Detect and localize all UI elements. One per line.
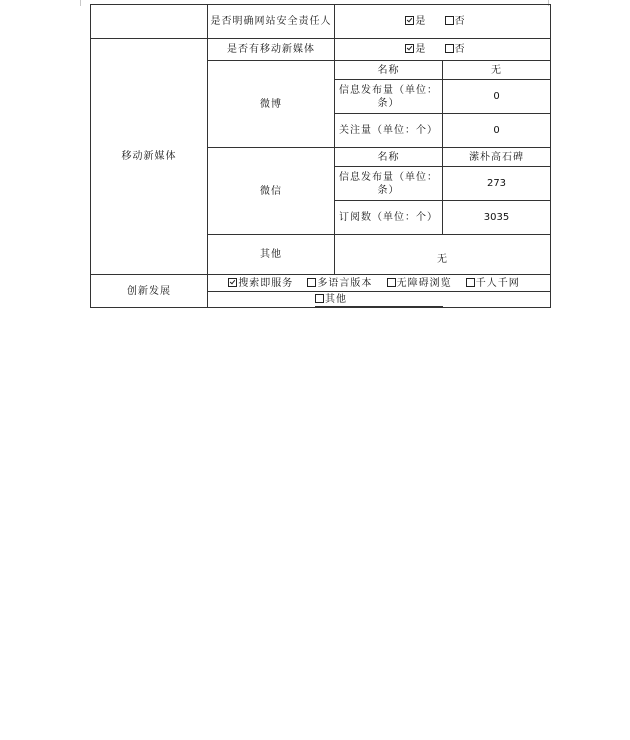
wechat-label: 微信	[208, 148, 335, 235]
wechat-subs-label: 订阅数（单位：个）	[335, 201, 443, 235]
has-media-label: 是否有移动新媒体	[208, 39, 335, 61]
innovation-row	[91, 275, 551, 292]
security-label: 是否明确网站安全责任人	[208, 5, 335, 39]
unchecked-box-icon	[307, 278, 316, 287]
option-accessibility[interactable]	[387, 277, 452, 290]
option-label: 多语言版本	[317, 277, 373, 289]
other-media-label: 其他	[208, 235, 335, 275]
weibo-label: 微博	[208, 61, 335, 148]
option-label: 其他	[325, 293, 347, 305]
security-row	[91, 5, 551, 39]
no-label: 否	[454, 44, 466, 55]
option-other[interactable]	[315, 293, 443, 307]
media-no-option[interactable]	[445, 43, 466, 56]
option-label: 千人千网	[475, 277, 520, 289]
weibo-followers-value: 0	[443, 114, 551, 148]
yes-label: 是	[415, 44, 427, 55]
other-media-value: 无	[335, 235, 551, 275]
wechat-name-value: 潆朴高石碑	[443, 148, 551, 167]
media-yes-option[interactable]	[405, 43, 426, 56]
checked-box-icon	[405, 16, 414, 25]
wechat-subs-value: 3035	[443, 201, 551, 235]
weibo-posts-label: 信息发布量（单位：条）	[335, 80, 443, 114]
security-options	[335, 5, 551, 39]
wechat-name-label: 名称	[335, 148, 443, 167]
unchecked-box-icon	[445, 44, 454, 53]
security-no-option[interactable]	[445, 15, 466, 28]
innovation-other	[208, 292, 551, 308]
option-multilingual[interactable]	[307, 277, 372, 290]
weibo-name-label: 名称	[335, 61, 443, 80]
mobile-section-label: 移动新媒体	[91, 39, 208, 275]
security-yes-option[interactable]	[405, 15, 426, 28]
empty-cell	[91, 5, 208, 39]
option-label: 无障碍浏览	[396, 277, 452, 289]
checked-box-icon	[405, 44, 414, 53]
page-margin-mark-left	[80, 0, 81, 6]
unchecked-box-icon	[315, 294, 324, 303]
innovation-options	[208, 275, 551, 292]
innovation-label: 创新发展	[91, 275, 208, 308]
option-personalized[interactable]	[466, 277, 520, 290]
yes-label: 是	[415, 16, 427, 27]
unchecked-box-icon	[466, 278, 475, 287]
no-label: 否	[454, 16, 466, 27]
option-label: 搜索即服务	[238, 277, 294, 289]
has-media-options	[335, 39, 551, 61]
weibo-posts-value: 0	[443, 80, 551, 114]
weibo-followers-label: 关注量（单位：个）	[335, 114, 443, 148]
wechat-posts-label: 信息发布量（单位：条）	[335, 167, 443, 201]
weibo-name-value: 无	[443, 61, 551, 80]
has-media-row	[91, 39, 551, 61]
unchecked-box-icon	[387, 278, 396, 287]
option-search-service[interactable]	[228, 277, 293, 290]
report-table	[90, 4, 551, 308]
unchecked-box-icon	[445, 16, 454, 25]
wechat-posts-value: 273	[443, 167, 551, 201]
checked-box-icon	[228, 278, 237, 287]
